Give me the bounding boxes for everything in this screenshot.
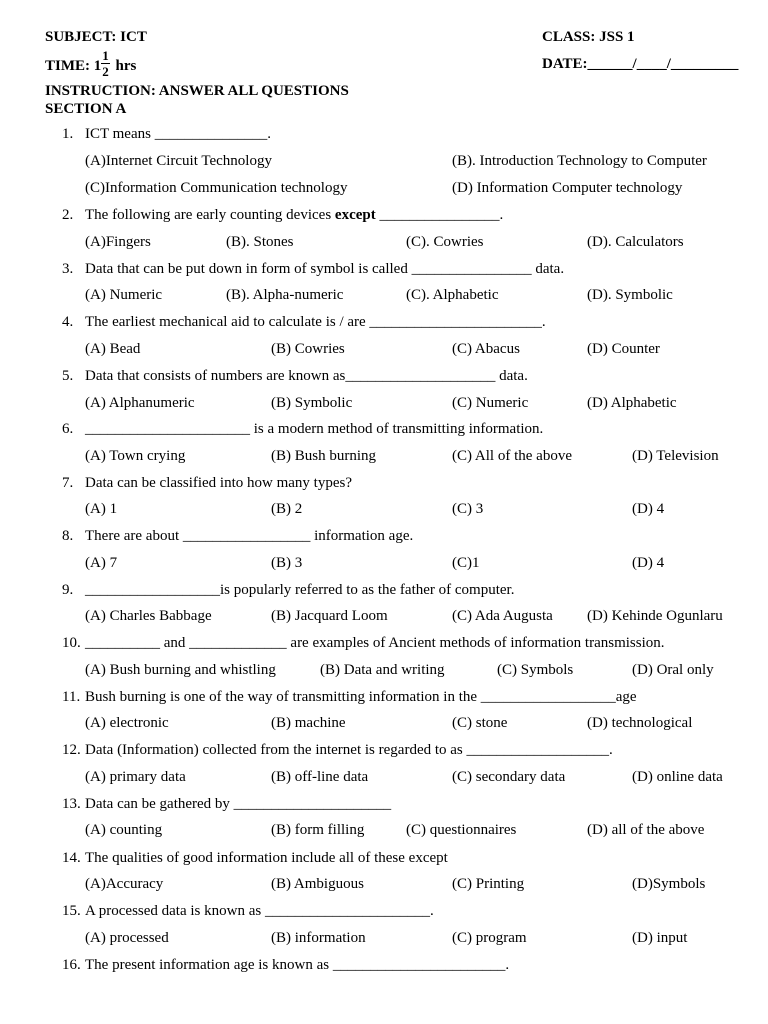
answer-option: (A) electronic xyxy=(85,715,169,731)
answer-option: (B) Cowries xyxy=(271,341,345,357)
answer-option: (A) Numeric xyxy=(85,287,163,303)
answer-option: (D) Oral only xyxy=(632,662,714,678)
answer-option: (C) 3 xyxy=(452,501,484,517)
question-text: Data can be classified into how many types? xyxy=(85,475,352,491)
question-text: Data (Information) collected from the internet is regarded to as ___________________. xyxy=(85,742,613,758)
question-number: 4. xyxy=(62,314,74,330)
question-3 xyxy=(62,261,564,278)
answer-option: (A) 7 xyxy=(85,555,118,571)
answer-option: (A) Town crying xyxy=(85,448,186,464)
answer-option: (D) 4 xyxy=(632,501,665,517)
answer-option: (B). Alpha-numeric xyxy=(226,287,344,303)
question-text: The present information age is known as _______________________. xyxy=(85,957,510,973)
answer-option: (B) 2 xyxy=(271,501,303,517)
answer-option: (A) processed xyxy=(85,930,169,946)
answer-option: (C) Ada Augusta xyxy=(452,608,553,624)
question-text: __________________is popularly referred to as the father of computer. xyxy=(85,582,515,598)
class-label: CLASS: JSS 1 xyxy=(542,29,635,45)
answer-option: (D). Calculators xyxy=(587,234,684,250)
question-number: 1. xyxy=(62,126,74,142)
answer-option: (D) online data xyxy=(632,769,723,785)
question-9 xyxy=(62,582,514,599)
answer-option: (C) stone xyxy=(452,715,508,731)
question-text: ICT means _______________. xyxy=(85,126,271,142)
answer-option: (C) program xyxy=(452,930,527,946)
question-number: 16. xyxy=(62,957,81,973)
answer-option: (B) Jacquard Loom xyxy=(271,608,388,624)
question-2 xyxy=(62,207,503,224)
question-1 xyxy=(62,126,271,143)
answer-option: (A) Charles Babbage xyxy=(85,608,212,624)
answer-option: (C). Cowries xyxy=(406,234,484,250)
time-suffix: hrs xyxy=(115,57,137,74)
question-number: 13. xyxy=(62,796,81,812)
question-12 xyxy=(62,742,613,759)
question-7 xyxy=(62,475,352,492)
question-16 xyxy=(62,957,509,974)
time-prefix: TIME: 1 xyxy=(45,57,102,74)
answer-option: (B) information xyxy=(271,930,366,946)
answer-option: (B) Ambiguous xyxy=(271,876,364,892)
question-text: Bush burning is one of the way of transmitting information in the __________________age xyxy=(85,689,637,705)
answer-option: (C) secondary data xyxy=(452,769,566,785)
answer-option: (A)Fingers xyxy=(85,234,151,250)
answer-option: (A)Internet Circuit Technology xyxy=(85,153,272,169)
answer-option: (D) 4 xyxy=(632,555,665,571)
answer-option: (D) technological xyxy=(587,715,693,731)
answer-option: (B) off-line data xyxy=(271,769,369,785)
answer-option: (B) Bush burning xyxy=(271,448,376,464)
answer-option: (D) all of the above xyxy=(587,822,705,838)
answer-option: (D) Kehinde Ogunlaru xyxy=(587,608,723,624)
answer-option: (B) 3 xyxy=(271,555,303,571)
answer-option: (C) Abacus xyxy=(452,341,520,357)
question-text: Data can be gathered by _____________________ xyxy=(85,796,392,812)
question-number: 14. xyxy=(62,850,81,866)
question-text: Data that consists of numbers are known as____________________ data. xyxy=(85,368,528,384)
answer-option: (C) questionnaires xyxy=(406,822,517,838)
question-number: 7. xyxy=(62,475,74,491)
question-number: 12. xyxy=(62,742,81,758)
question-10 xyxy=(62,635,665,652)
question-text: Data that can be put down in form of symbol is called ________________ data. xyxy=(85,261,565,277)
answer-option: (D)Symbols xyxy=(632,876,706,892)
question-number: 3. xyxy=(62,261,74,277)
answer-option: (A) Bush burning and whistling xyxy=(85,662,276,678)
question-text: There are about _________________ information age. xyxy=(85,528,414,544)
question-11 xyxy=(62,689,637,706)
question-text: ______________________ is a modern method of transmitting information. xyxy=(85,421,544,437)
time-fraction-denominator: 2 xyxy=(102,64,109,79)
question-5 xyxy=(62,368,528,385)
answer-option: (D) input xyxy=(632,930,688,946)
question-4 xyxy=(62,314,546,331)
section-heading: SECTION A xyxy=(45,101,127,117)
question-text: The earliest mechanical aid to calculate is / are _______________________. xyxy=(85,314,546,330)
answer-option: (B) Symbolic xyxy=(271,395,353,411)
answer-option: (B). Stones xyxy=(226,234,294,250)
answer-option: (B) form filling xyxy=(271,822,365,838)
question-text: A processed data is known as ______________________. xyxy=(85,903,434,919)
answer-option: (B) machine xyxy=(271,715,346,731)
question-text-emphasis: except xyxy=(334,207,376,223)
question-15 xyxy=(62,903,434,920)
subject-label: SUBJECT: ICT xyxy=(45,29,147,45)
date-label: DATE:______/____/_________ xyxy=(542,56,739,72)
answer-option: (D). Symbolic xyxy=(587,287,673,303)
answer-option: (D) Information Computer technology xyxy=(452,180,683,196)
time-fraction-numerator: 1 xyxy=(102,48,109,63)
question-number: 10. xyxy=(62,635,81,651)
question-text: __________ and _____________ are examples of Ancient methods of information transmission. xyxy=(85,635,665,651)
answer-option: (C) All of the above xyxy=(452,448,572,464)
question-text: The qualities of good information include all of these except xyxy=(85,850,448,866)
time-label xyxy=(45,48,137,81)
answer-option: (C) Printing xyxy=(452,876,525,892)
answer-option: (A) Bead xyxy=(85,341,141,357)
answer-option: (A) Alphanumeric xyxy=(85,395,195,411)
question-text: The following are early counting devices xyxy=(85,207,335,223)
question-number: 5. xyxy=(62,368,74,384)
answer-option: (A)Accuracy xyxy=(85,876,164,892)
question-13 xyxy=(62,796,391,813)
question-number: 11. xyxy=(62,689,81,705)
answer-option: (A) counting xyxy=(85,822,163,838)
question-8 xyxy=(62,528,413,545)
question-number: 6. xyxy=(62,421,74,437)
question-number: 8. xyxy=(62,528,74,544)
answer-option: (C) Symbols xyxy=(497,662,574,678)
answer-option: (C)Information Communication technology xyxy=(85,180,348,196)
answer-option: (C)1 xyxy=(452,555,480,571)
question-number: 15. xyxy=(62,903,81,919)
answer-option: (D) Counter xyxy=(587,341,660,357)
question-14 xyxy=(62,850,448,867)
answer-option: (B). Introduction Technology to Computer xyxy=(452,153,707,169)
answer-option: (A) primary data xyxy=(85,769,186,785)
answer-option: (D) Television xyxy=(632,448,719,464)
answer-option: (A) 1 xyxy=(85,501,118,517)
question-6 xyxy=(62,421,543,438)
answer-option: (B) Data and writing xyxy=(320,662,445,678)
question-number: 9. xyxy=(62,582,74,598)
answer-option: (C) Numeric xyxy=(452,395,529,411)
answer-option: (C). Alphabetic xyxy=(406,287,499,303)
question-number: 2. xyxy=(62,207,74,223)
time-fraction xyxy=(101,49,110,78)
answer-option: (D) Alphabetic xyxy=(587,395,677,411)
question-text-blank: ________________. xyxy=(375,207,504,223)
instruction-label: INSTRUCTION: ANSWER ALL QUESTIONS xyxy=(45,83,349,99)
